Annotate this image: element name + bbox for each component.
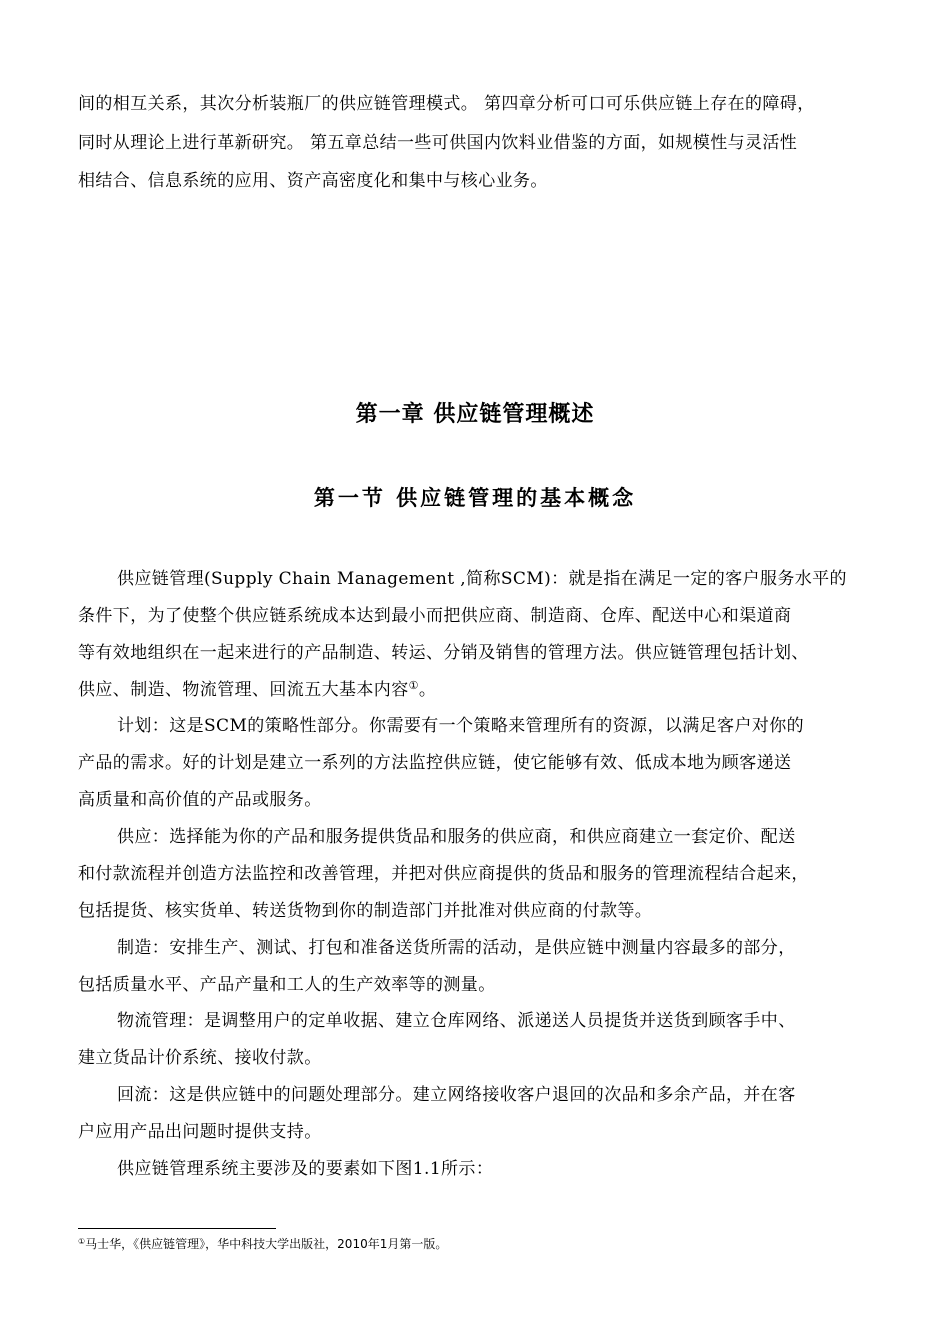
paragraph-line	[78, 680, 878, 700]
paragraph-line: 制造：安排生产、测试、打包和准备送货所需的活动，是供应链中测量内容最多的部分，	[117, 938, 796, 958]
paragraph-line: 回流：这是供应链中的问题处理部分。建立网络接收客户退回的次品和多余产品，并在客	[117, 1085, 796, 1105]
paragraph-line: 产品的需求。好的计划是建立一系列的方法监控供应链，使它能够有效、低成本地为顾客递送	[78, 753, 792, 773]
footnote-text: 马士华，《供应链管理》，华中科技大学出版社，2010年1月第一版。	[85, 1237, 448, 1251]
chapter-title: 第一章 供应链管理概述	[355, 402, 595, 427]
intro-line: 同时从理论上进行革新研究。 第五章总结一些可供国内饮料业借鉴的方面，如规模性与灵活性	[78, 133, 798, 153]
paragraph-line: 供应链管理(Supply Chain Management ,简称SCM)：就是指在满足一定的客户服务水平的	[117, 569, 847, 589]
footnote-reference[interactable]: ①	[408, 679, 419, 692]
paragraph-line: 建立货品计价系统、接收付款。	[78, 1048, 322, 1068]
footnote-marker: ①	[78, 1237, 86, 1246]
paragraph-line: 物流管理：是调整用户的定单收据、建立仓库网络、派递送人员提货并送货到顾客手中、	[117, 1011, 796, 1031]
section-title: 第一节 供应链管理的基本概念	[313, 485, 637, 510]
intro-line: 相结合、信息系统的应用、资产高密度化和集中与核心业务。	[78, 171, 548, 191]
paragraph-line: 户应用产品出问题时提供支持。	[78, 1122, 322, 1142]
intro-line: 间的相互关系，其次分析装瓶厂的供应链管理模式。 第四章分析可口可乐供应链上存在的障碍，	[78, 94, 815, 114]
paragraph-line: 和付款流程并创造方法监控和改善管理，并把对供应商提供的货品和服务的管理流程结合起来，	[78, 864, 809, 884]
paragraph-line: 包括质量水平、产品产量和工人的生产效率等的测量。	[78, 975, 496, 995]
paragraph-text: 供应、制造、物流管理、回流五大基本内容	[78, 680, 409, 700]
footnote-divider	[78, 1228, 276, 1229]
paragraph-line: 条件下，为了使整个供应链系统成本达到最小而把供应商、制造商、仓库、配送中心和渠道商	[78, 606, 792, 626]
paragraph-text: 。	[418, 680, 437, 700]
figure-intro-line: 供应链管理系统主要涉及的要素如下图1.1所示：	[117, 1159, 494, 1179]
paragraph-line: 等有效地组织在一起来进行的产品制造、转运、分销及销售的管理方法。供应链管理包括计划、	[78, 643, 809, 663]
footnote	[78, 1236, 447, 1252]
paragraph-line: 包括提货、核实货单、转送货物到你的制造部门并批准对供应商的付款等。	[78, 901, 653, 921]
paragraph-line: 供应：选择能为你的产品和服务提供货品和服务的供应商，和供应商建立一套定价、配送	[117, 827, 796, 847]
paragraph-line: 计划：这是SCM的策略性部分。你需要有一个策略来管理所有的资源，以满足客户对你的	[117, 716, 805, 736]
paragraph-line: 高质量和高价值的产品或服务。	[78, 790, 322, 810]
